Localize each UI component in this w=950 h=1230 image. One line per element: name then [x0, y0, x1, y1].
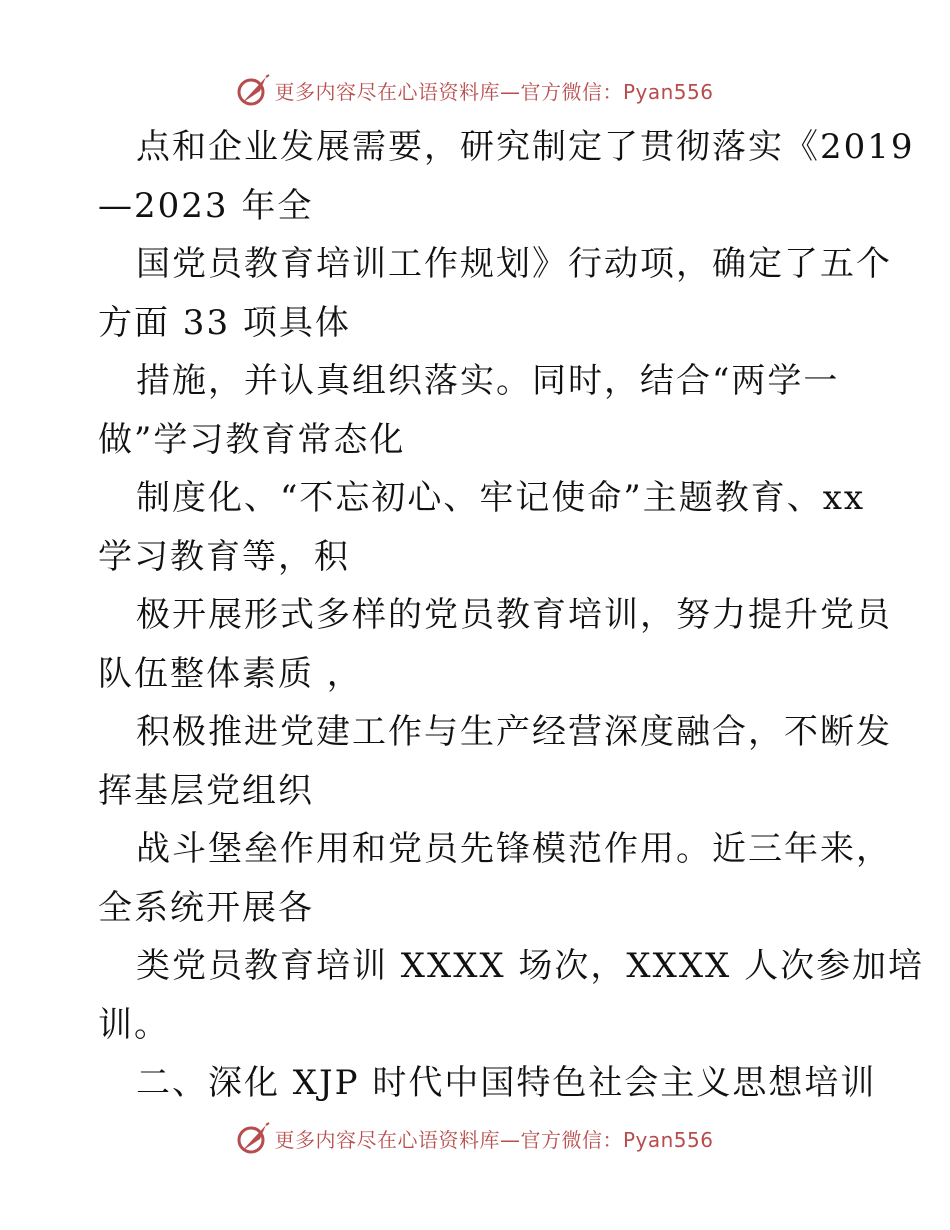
paragraph-first-line: 极开展形式多样的党员教育培训，努力提升党员 [136, 595, 892, 635]
watermark-text: 更多内容尽在心语资料库—官方微信：Pyan556 [274, 1127, 714, 1152]
paragraph-continuation-line: 全系统开展各 [98, 887, 314, 928]
paragraph-continuation-line: 训。 [98, 1004, 170, 1045]
paragraph-continuation-line: —2023 年全 [98, 185, 314, 226]
watermark-text: 更多内容尽在心语资料库—官方微信：Pyan556 [274, 79, 714, 104]
paragraph-continuation-line: 学习教育等，积 [98, 536, 350, 577]
paragraph-first-line: 国党员教育培训工作规划》行动项，确定了五个 [136, 244, 892, 284]
quill-logo-icon [236, 73, 270, 107]
paragraph-first-line: 类党员教育培训 XXXX 场次，XXXX 人次参加培 [136, 946, 925, 986]
paragraph-first-line: 点和企业发展需要，研究制定了贯彻落实《2019 [136, 127, 915, 167]
document-body [98, 118, 925, 1113]
paragraph-continuation-line: 方面 33 项具体 [98, 302, 351, 343]
paragraph-continuation-line: 队伍整体素质 ， [98, 653, 363, 694]
quill-logo-icon [236, 1121, 270, 1155]
paragraph-first-line: 措施，并认真组织落实。同时，结合“两学一 [136, 361, 840, 401]
watermark-banner-bottom [0, 1118, 950, 1158]
paragraph-first-line: 积极推进党建工作与生产经营深度融合，不断发 [136, 712, 892, 752]
paragraph-continuation-line: 挥基层党组织 [98, 770, 314, 811]
paragraph-continuation-line: 做”学习教育常态化 [98, 419, 406, 460]
paragraph-first-line: 制度化、“不忘初心、牢记使命”主题教育、xx [136, 478, 866, 518]
paragraph-first-line: 战斗堡垒作用和党员先锋模范作用。近三年来， [136, 829, 892, 869]
watermark-banner-top [0, 70, 950, 110]
section-heading-line: 二、深化 XJP 时代中国特色社会主义思想培训 [136, 1063, 877, 1103]
